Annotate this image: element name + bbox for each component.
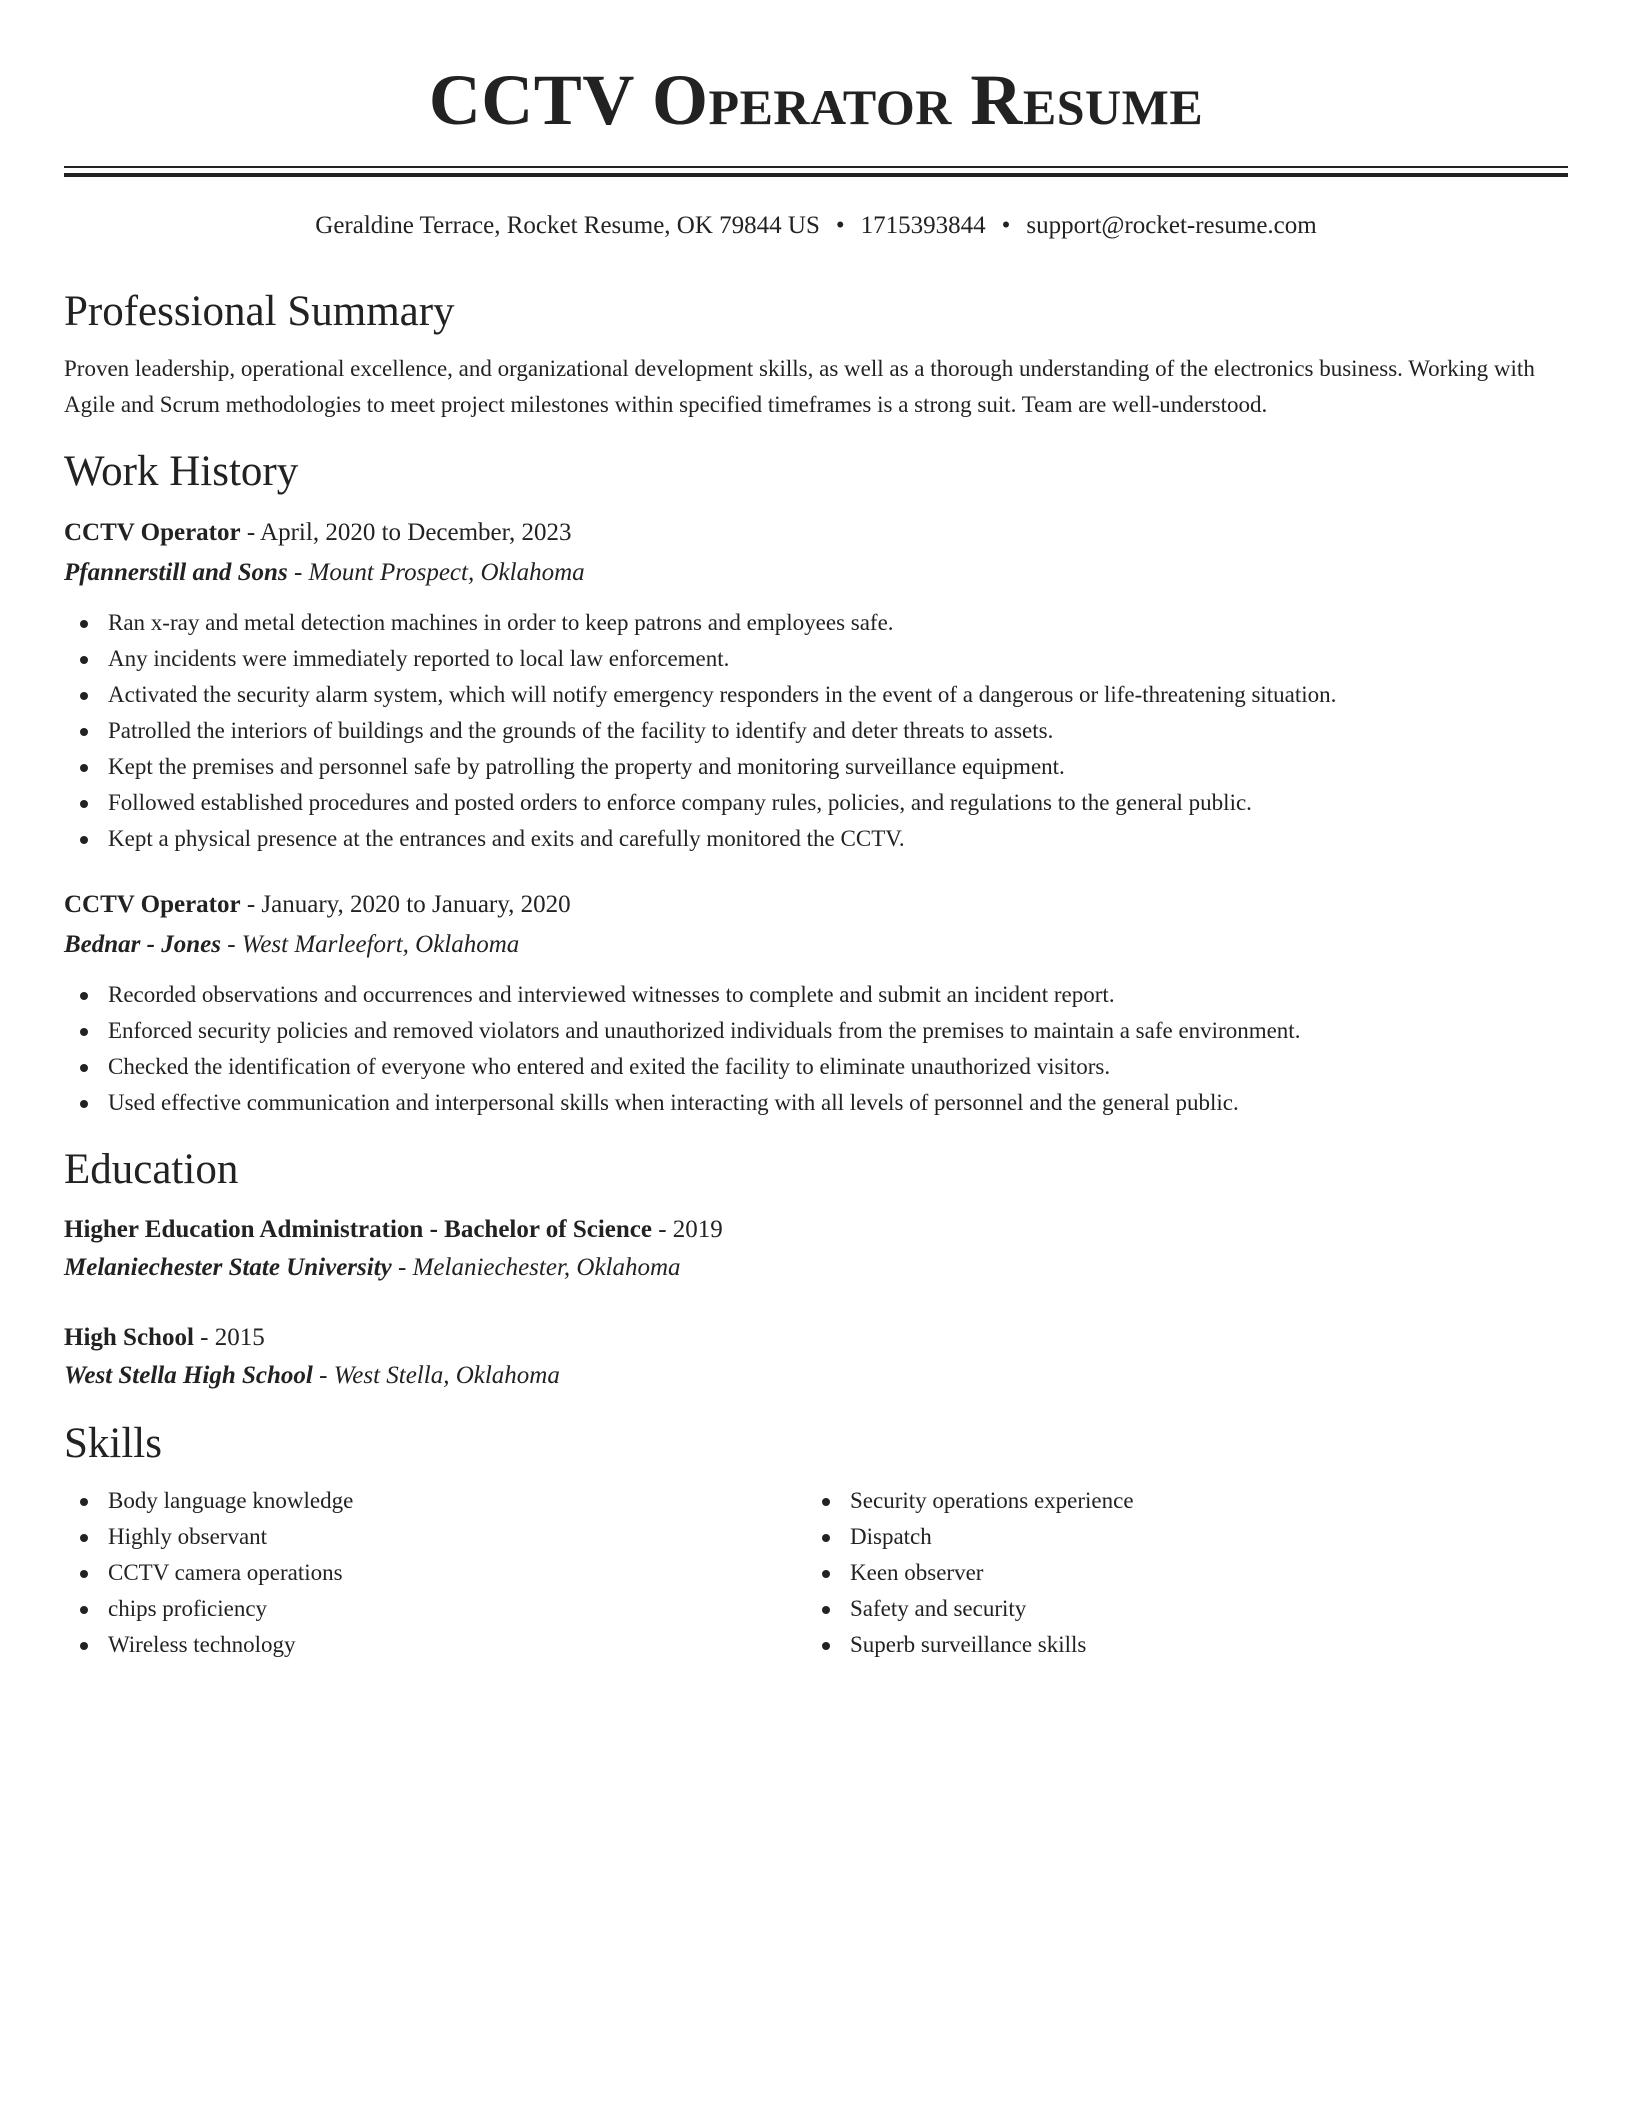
- job-location: - West Marleefort, Oklahoma: [227, 931, 520, 958]
- education-location: - West Stella, Oklahoma: [319, 1362, 560, 1389]
- summary-heading: Professional Summary: [64, 288, 455, 335]
- job-company: Bednar - Jones: [64, 931, 221, 958]
- list-item: Dispatch: [850, 1519, 1548, 1555]
- job-duties-list: [64, 977, 1568, 1121]
- list-item: Keen observer: [850, 1555, 1548, 1591]
- list-item: Patrolled the interiors of buildings and the grounds of the facility to identify and deter threats to assets.: [108, 713, 1568, 749]
- education-heading: Education: [64, 1146, 239, 1193]
- job-company: Pfannerstill and Sons: [64, 559, 288, 586]
- contact-email: support@rocket-resume.com: [1026, 212, 1317, 239]
- list-item: Kept the premises and personnel safe by patrolling the property and monitoring surveillance equipment.: [108, 749, 1568, 785]
- job-dates: - April, 2020 to December, 2023: [246, 519, 572, 546]
- job-duties-list: [64, 605, 1568, 857]
- job-company-line: [64, 553, 1568, 593]
- education-school-line: [64, 1357, 1568, 1395]
- job-entry: [64, 885, 1568, 1121]
- education-degree-line: [64, 1319, 1568, 1357]
- work-history-heading: Work History: [64, 448, 299, 495]
- list-item: Security operations experience: [850, 1483, 1548, 1519]
- title-double-rule: [64, 166, 1568, 177]
- job-dates: - January, 2020 to January, 2020: [246, 891, 571, 918]
- job-company-line: [64, 925, 1568, 965]
- job-title: CCTV Operator: [64, 519, 241, 546]
- education-school: West Stella High School: [64, 1362, 313, 1389]
- contact-phone: 1715393844: [860, 212, 986, 239]
- education-school-line: [64, 1249, 1568, 1287]
- list-item: Any incidents were immediately reported to local law enforcement.: [108, 641, 1568, 677]
- list-item: Used effective communication and interpersonal skills when interacting with all levels of personnel and the general public.: [108, 1085, 1568, 1121]
- skills-columns: [64, 1483, 1568, 1663]
- job-location: - Mount Prospect, Oklahoma: [293, 559, 585, 586]
- skills-list-left: [64, 1483, 806, 1663]
- job-title-line: [64, 885, 1568, 925]
- list-item: chips proficiency: [108, 1591, 806, 1627]
- list-item: Safety and security: [850, 1591, 1548, 1627]
- education-entry: [64, 1319, 1568, 1395]
- list-item: Recorded observations and occurrences and interviewed witnesses to complete and submit an incident report.: [108, 977, 1568, 1013]
- job-title: CCTV Operator: [64, 891, 241, 918]
- resume-title: CCTV Operator Resume: [428, 60, 1204, 140]
- list-item: Checked the identification of everyone who entered and exited the facility to eliminate unauthorized visitors.: [108, 1049, 1568, 1085]
- list-item: Followed established procedures and posted orders to enforce company rules, policies, and regulations to the general public.: [108, 785, 1568, 821]
- list-item: Activated the security alarm system, which will notify emergency responders in the event of a dangerous or life-threatening situation.: [108, 677, 1568, 713]
- list-item: Enforced security policies and removed violators and unauthorized individuals from the premises to maintain a safe environment.: [108, 1013, 1568, 1049]
- job-title-line: [64, 513, 1568, 553]
- list-item: Kept a physical presence at the entrances and exits and carefully monitored the CCTV.: [108, 821, 1568, 857]
- skills-heading: Skills: [64, 1420, 162, 1467]
- education-degree: Higher Education Administration - Bachelor of Science: [64, 1216, 652, 1243]
- list-item: CCTV camera operations: [108, 1555, 806, 1591]
- list-item: Highly observant: [108, 1519, 806, 1555]
- contact-separator: •: [1001, 212, 1011, 239]
- education-location: - Melaniechester, Oklahoma: [398, 1254, 681, 1281]
- education-degree: High School: [64, 1324, 194, 1351]
- list-item: Superb surveillance skills: [850, 1627, 1548, 1663]
- summary-text: Proven leadership, operational excellence, and organizational development skills, as well as a thorough understanding of the electronics business. Working with Agile and Scrum methodologies to meet project milestones within specified timeframes is a strong suit. Team are well-understood.: [64, 356, 1535, 417]
- contact-address: Geraldine Terrace, Rocket Resume, OK 79844 US: [315, 212, 820, 239]
- education-degree-line: [64, 1211, 1568, 1249]
- education-year: - 2019: [658, 1216, 723, 1243]
- list-item: Ran x-ray and metal detection machines in order to keep patrons and employees safe.: [108, 605, 1568, 641]
- list-item: Wireless technology: [108, 1627, 806, 1663]
- contact-line: [64, 211, 1568, 241]
- education-entry: [64, 1211, 1568, 1287]
- contact-separator: •: [835, 212, 845, 239]
- education-school: Melaniechester State University: [64, 1254, 392, 1281]
- job-entry: [64, 513, 1568, 857]
- skills-list-right: [806, 1483, 1548, 1663]
- list-item: Body language knowledge: [108, 1483, 806, 1519]
- education-year: - 2015: [200, 1324, 265, 1351]
